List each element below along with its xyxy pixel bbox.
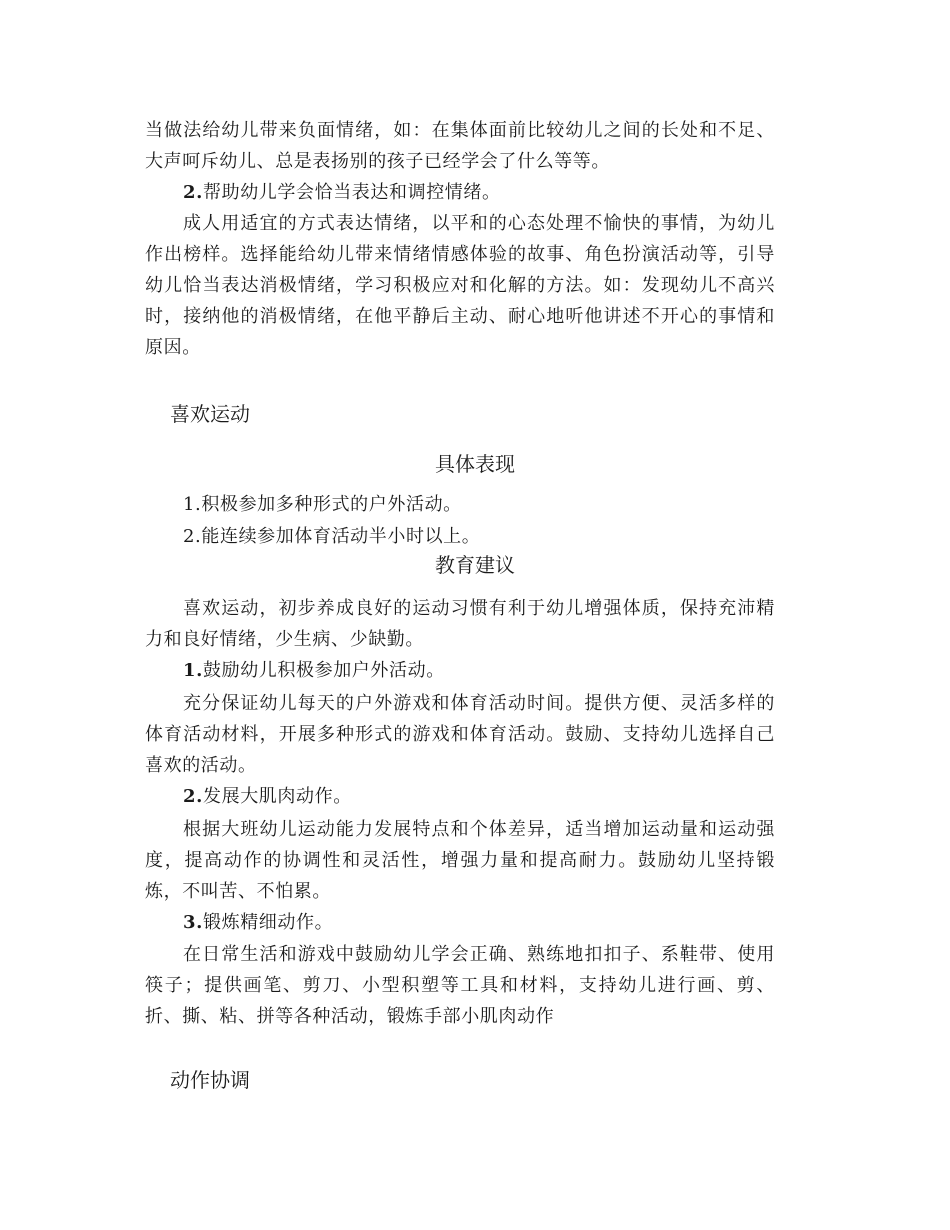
performance-item-2: 2.能连续参加体育活动半小时以上。 (183, 526, 481, 547)
item-title: 发展大肌肉动作。 (203, 786, 352, 807)
section-heading-sports: 喜欢运动 (170, 402, 250, 426)
suggestion-3-title (145, 907, 775, 938)
suggestion-1-title (145, 655, 775, 686)
item-title: 帮助幼儿学会恰当表达和调控情绪。 (203, 182, 501, 203)
suggestion-3-body: 在日常生活和游戏中鼓励幼儿学会正确、熟练地扣扣子、系鞋带、使用筷子；提供画笔、剪刀、小型积塑等工具和材料，支持幼儿进行画、剪、折、撕、粘、拼等各种活动，锻炼手部小肌肉动作 (145, 944, 775, 1027)
item-title: 鼓励幼儿积极参加户外活动。 (203, 660, 445, 681)
suggestion-2-body: 根据大班幼儿运动能力发展特点和个体差异，适当增加运动量和运动强度，提高动作的协调性和灵活性，增强力量和提高耐力。鼓励幼儿坚持锻炼，不叫苦、不怕累。 (145, 819, 775, 902)
heading-performance: 具体表现 (435, 452, 515, 476)
suggestion-2-title (145, 781, 775, 812)
performance-item-1: 1.积极参加多种形式的户外活动。 (183, 494, 462, 515)
heading-suggestions: 教育建议 (435, 553, 515, 577)
suggestion-1-body: 充分保证幼儿每天的户外游戏和体育活动时间。提供方便、灵活多样的体育活动材料，开展多种形式的游戏和体育活动。鼓励、支持幼儿选择自己喜欢的活动。 (145, 693, 775, 776)
emotion-item-2 (145, 177, 775, 208)
item-number: 3. (183, 912, 203, 933)
paragraph-continuation: 当做法给幼儿带来负面情绪，如：在集体面前比较幼儿之间的长处和不足、大声呵斥幼儿、总是表扬别的孩子已经学会了什么等等。 (145, 120, 775, 172)
section-heading-coordination: 动作协调 (170, 1068, 250, 1092)
item-title: 锻炼精细动作。 (203, 912, 334, 933)
paragraph-intro: 喜欢运动，初步养成良好的运动习惯有利于幼儿增强体质，保持充沛精力和良好情绪，少生病、少缺勤。 (145, 598, 775, 650)
item-number: 1. (183, 660, 203, 681)
item-number: 2. (183, 182, 203, 203)
paragraph-emotion: 成人用适宜的方式表达情绪，以平和的心态处理不愉快的事情，为幼儿作出榜样。选择能给幼儿带来情绪情感体验的故事、角色扮演活动等，引导幼儿恰当表达消极情绪，学习积极应对和化解的方法。如：发现幼儿不高兴时，接纳他的消极情绪，在他平静后主动、耐心地听他讲述不开心的事情和原因。 (145, 213, 775, 358)
item-number: 2. (183, 786, 203, 807)
